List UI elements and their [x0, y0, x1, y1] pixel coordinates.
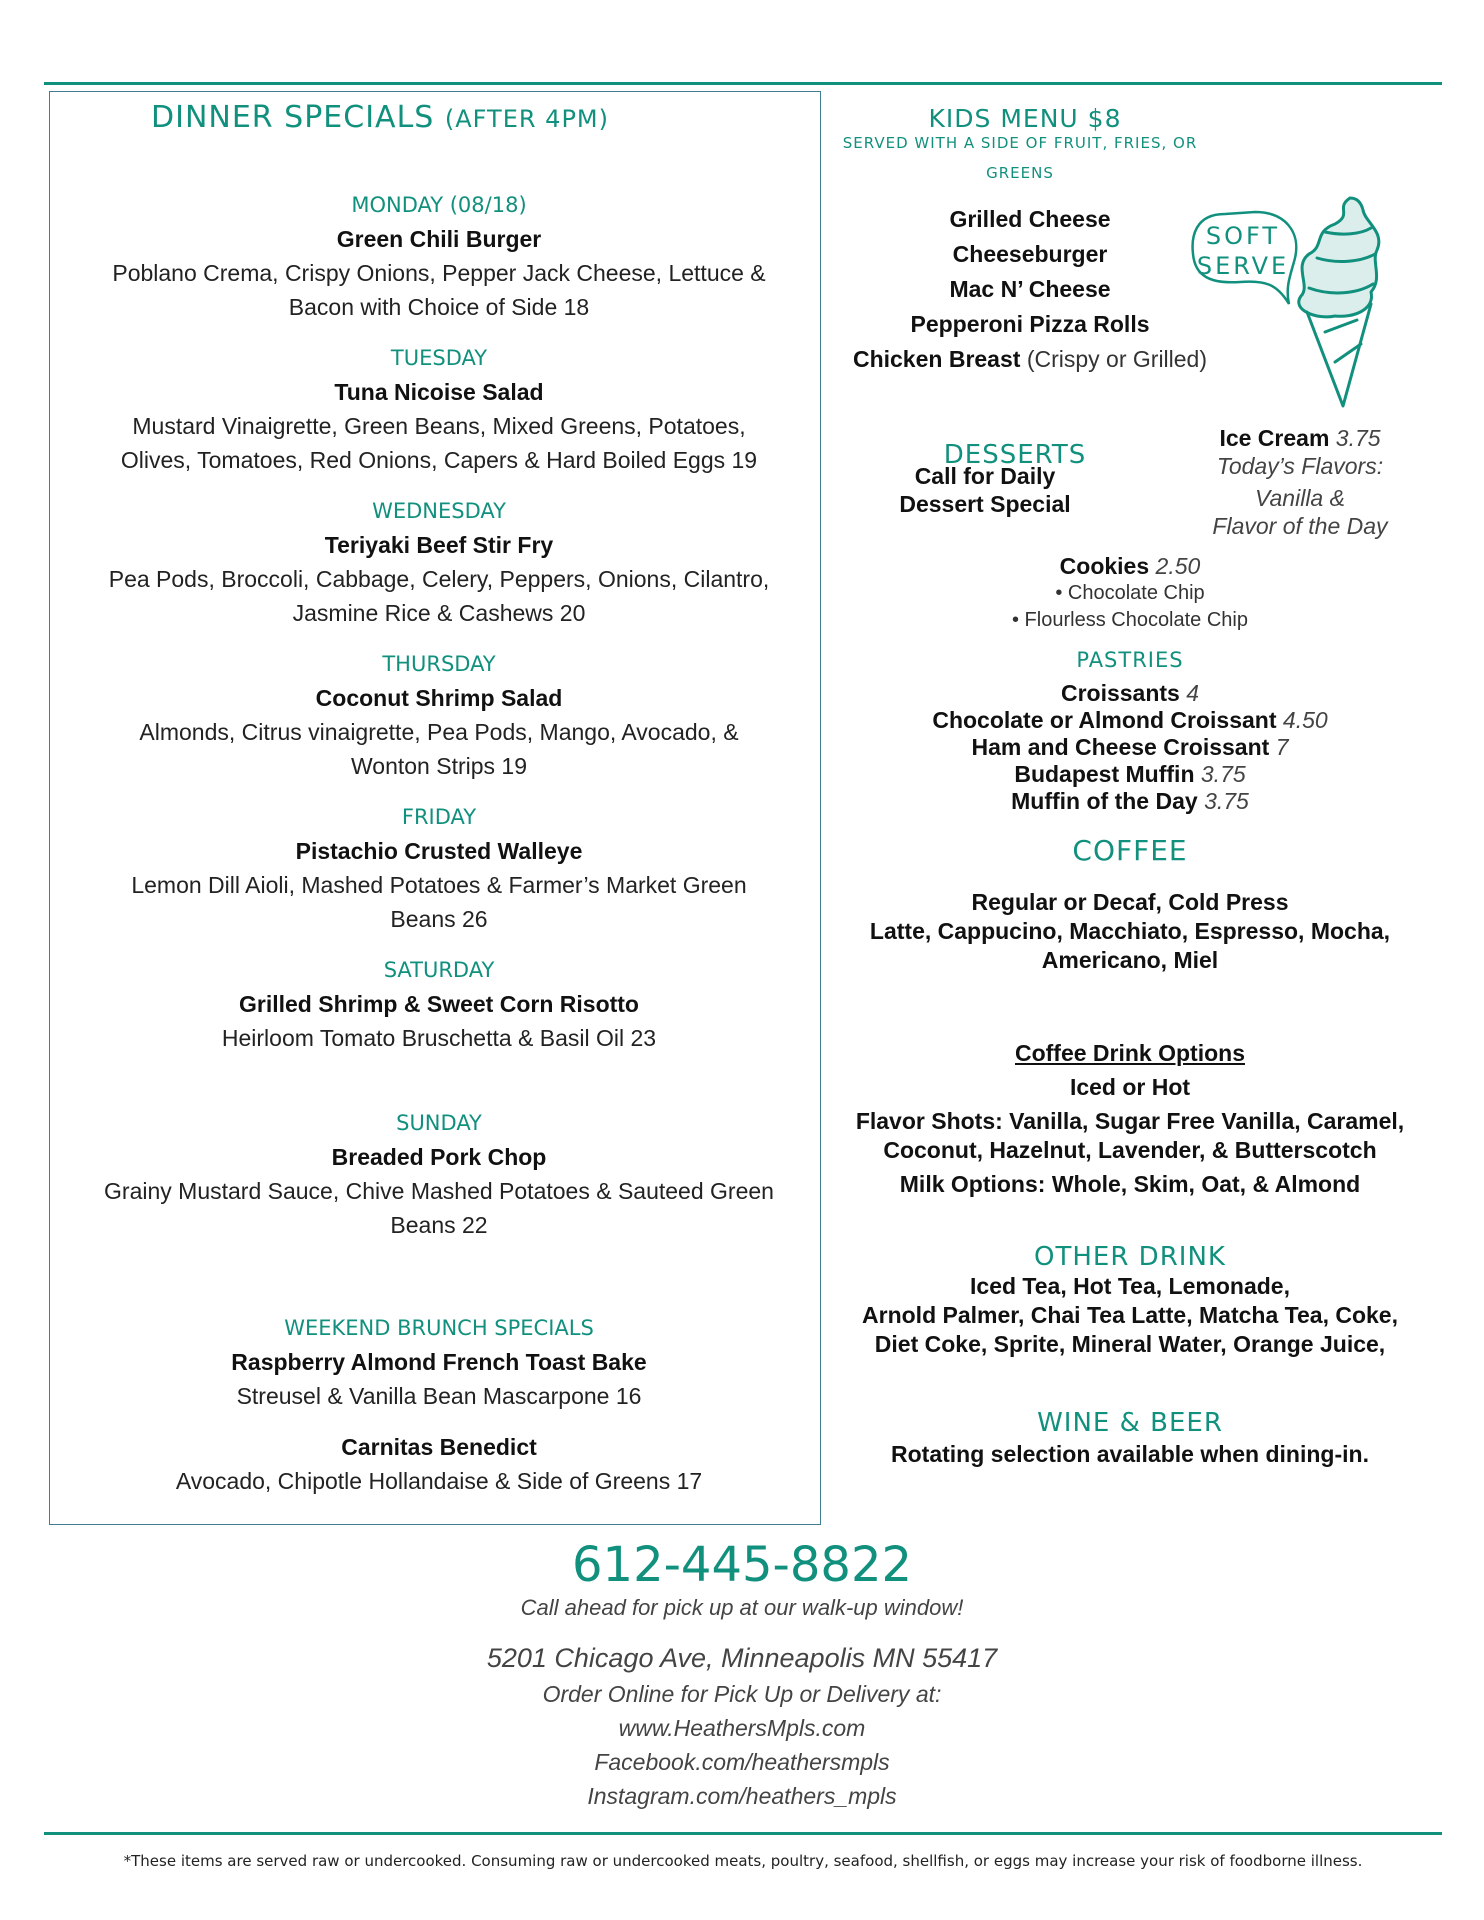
day-tuesday: TUESDAY: [390, 346, 488, 370]
pastry-chocolate-almond-croissant: Chocolate or Almond Croissant 4.50: [932, 707, 1328, 733]
bottom-rule: [44, 1832, 1442, 1835]
coffee-title: COFFEE: [1072, 834, 1188, 867]
instagram-link[interactable]: Instagram.com/heathers_mpls: [587, 1783, 897, 1809]
desc-thursday-1: Almonds, Citrus vinaigrette, Pea Pods, Mango, Avocado, &: [139, 719, 739, 745]
wine-beer-title: WINE & BEER: [1037, 1408, 1223, 1438]
dish-thursday: Coconut Shrimp Salad: [315, 685, 563, 711]
kids-menu-title: KIDS MENU $8: [928, 104, 1122, 133]
dish-friday: Pistachio Crusted Walleye: [295, 838, 583, 864]
day-saturday: SATURDAY: [383, 958, 495, 982]
soft-serve-illustration: [1185, 192, 1405, 412]
dish-tuesday: Tuna Nicoise Salad: [334, 379, 544, 405]
day-friday: FRIDAY: [401, 805, 477, 829]
dish-monday: Green Chili Burger: [336, 226, 542, 252]
soft-serve-bubble-line1: SOFT: [1205, 222, 1281, 250]
dish-saturday: Grilled Shrimp & Sweet Corn Risotto: [239, 991, 639, 1017]
facebook-link[interactable]: Facebook.com/heathersmpls: [594, 1749, 890, 1775]
desc-thursday-2: Wonton Strips 19: [350, 753, 527, 779]
coffee-iced-or-hot: Iced or Hot: [1069, 1074, 1191, 1100]
dish-sunday: Breaded Pork Chop: [331, 1144, 547, 1170]
pastry-muffin-of-the-day: Muffin of the Day 3.75: [1011, 788, 1249, 814]
pastry-croissants: Croissants 4: [1060, 680, 1200, 706]
other-drink-line1: Iced Tea, Hot Tea, Lemonade,: [970, 1273, 1290, 1299]
other-drink-title: OTHER DRINK: [1034, 1242, 1226, 1272]
coffee-line2: Latte, Cappucino, Macchiato, Espresso, Mocha,: [869, 918, 1391, 944]
desc-wednesday-1: Pea Pods, Broccoli, Cabbage, Celery, Peppers, Onions, Cilantro,: [108, 566, 770, 592]
desc-monday-2: Bacon with Choice of Side 18: [288, 294, 590, 320]
pastry-ham-cheese-croissant: Ham and Cheese Croissant 7: [971, 734, 1289, 760]
coffee-flavor-shots-2: Coconut, Hazelnut, Lavender, & Butterscotch: [883, 1137, 1377, 1163]
top-rule: [44, 82, 1442, 85]
todays-flavors-label: Today’s Flavors:: [1216, 453, 1384, 479]
flavor-of-the-day: Flavor of the Day: [1212, 513, 1388, 539]
kids-menu-subtitle-2: GREENS: [986, 164, 1054, 182]
ice-cream-item: Ice Cream 3.75: [1219, 425, 1381, 451]
kids-item-chicken-breast: Chicken Breast (Crispy or Grilled): [852, 346, 1208, 372]
desc-wednesday-2: Jasmine Rice & Cashews 20: [292, 600, 586, 626]
wine-beer-line: Rotating selection available when dining-in.: [891, 1441, 1369, 1467]
desc-carnitas-benedict: Avocado, Chipotle Hollandaise & Side of Greens 17: [175, 1468, 703, 1494]
coffee-milk-options: Milk Options: Whole, Skim, Oat, & Almond: [899, 1171, 1361, 1197]
pastries-title: PASTRIES: [1076, 648, 1184, 672]
dinner-specials-title: DINNER SPECIALS (AFTER 4PM): [151, 100, 609, 135]
coffee-line3: Americano, Miel: [1041, 947, 1219, 973]
pastry-budapest-muffin: Budapest Muffin 3.75: [1014, 761, 1246, 787]
desc-french-toast: Streusel & Vanilla Bean Mascarpone 16: [236, 1383, 642, 1409]
website-link[interactable]: www.HeathersMpls.com: [618, 1715, 866, 1741]
kids-item-grilled-cheese: Grilled Cheese: [949, 206, 1111, 232]
flavor-vanilla: Vanilla &: [1255, 485, 1345, 511]
desc-sunday-2: Beans 22: [390, 1212, 488, 1238]
kids-item-mac-n-cheese: Mac N’ Cheese: [949, 276, 1111, 302]
dish-french-toast: Raspberry Almond French Toast Bake: [231, 1349, 647, 1375]
phone-number[interactable]: 612-445-8822: [571, 1537, 913, 1593]
desc-tuesday-1: Mustard Vinaigrette, Green Beans, Mixed Greens, Potatoes,: [132, 413, 746, 439]
kids-item-pizza-rolls: Pepperoni Pizza Rolls: [910, 311, 1150, 337]
dish-wednesday: Teriyaki Beef Stir Fry: [324, 532, 554, 558]
day-wednesday: WEDNESDAY: [372, 499, 506, 523]
address: 5201 Chicago Ave, Minneapolis MN 55417: [486, 1643, 998, 1673]
desserts-title: DESSERTS: [943, 440, 1087, 470]
coffee-options-title: Coffee Drink Options: [1014, 1040, 1245, 1066]
kids-item-cheeseburger: Cheeseburger: [952, 241, 1108, 267]
day-thursday: THURSDAY: [382, 652, 496, 676]
cookie-flourless: • Flourless Chocolate Chip: [1012, 609, 1248, 631]
cookies-item: Cookies 2.50: [1059, 553, 1201, 579]
dessert-special-line1: Call for Daily: [914, 463, 1056, 489]
desc-friday-2: Beans 26: [390, 906, 488, 932]
desc-friday-1: Lemon Dill Aioli, Mashed Potatoes & Farmer’s Market Green: [131, 872, 747, 898]
desc-monday-1: Poblano Crema, Crispy Onions, Pepper Jack Cheese, Lettuce &: [112, 260, 766, 286]
call-ahead-note: Call ahead for pick up at our walk-up window!: [520, 1595, 964, 1620]
order-online-note: Order Online for Pick Up or Delivery at:: [542, 1681, 942, 1707]
dish-carnitas-benedict: Carnitas Benedict: [341, 1434, 537, 1460]
coffee-line1: Regular or Decaf, Cold Press: [971, 889, 1289, 915]
ice-cream-cone-icon: [1299, 198, 1379, 406]
desc-saturday-1: Heirloom Tomato Bruschetta & Basil Oil 23: [221, 1025, 657, 1051]
cookie-chocolate-chip: • Chocolate Chip: [1055, 582, 1205, 604]
other-drink-line2: Arnold Palmer, Chai Tea Latte, Matcha Tea, Coke,: [862, 1302, 1398, 1328]
desc-sunday-1: Grainy Mustard Sauce, Chive Mashed Potatoes & Sauteed Green: [104, 1178, 774, 1204]
desc-tuesday-2: Olives, Tomatoes, Red Onions, Capers & Hard Boiled Eggs 19: [120, 447, 758, 473]
other-drink-line3: Diet Coke, Sprite, Mineral Water, Orange Juice,: [874, 1331, 1386, 1357]
kids-menu-subtitle-1: SERVED WITH A SIDE OF FRUIT, FRIES, OR: [842, 134, 1198, 152]
foodborne-disclaimer: *These items are served raw or undercooked. Consuming raw or undercooked meats, poultry, seafood, shellfish, or eggs may increase your risk of foodborne illness.: [123, 1852, 1363, 1870]
coffee-flavor-shots-1: Flavor Shots: Vanilla, Sugar Free Vanilla, Caramel,: [855, 1108, 1405, 1134]
day-sunday: SUNDAY: [396, 1111, 482, 1135]
dessert-special-line2: Dessert Special: [899, 491, 1071, 517]
soft-serve-bubble-line2: SERVE: [1196, 252, 1290, 280]
day-monday: MONDAY (08/18): [351, 193, 527, 217]
brunch-title: WEEKEND BRUNCH SPECIALS: [284, 1316, 594, 1340]
